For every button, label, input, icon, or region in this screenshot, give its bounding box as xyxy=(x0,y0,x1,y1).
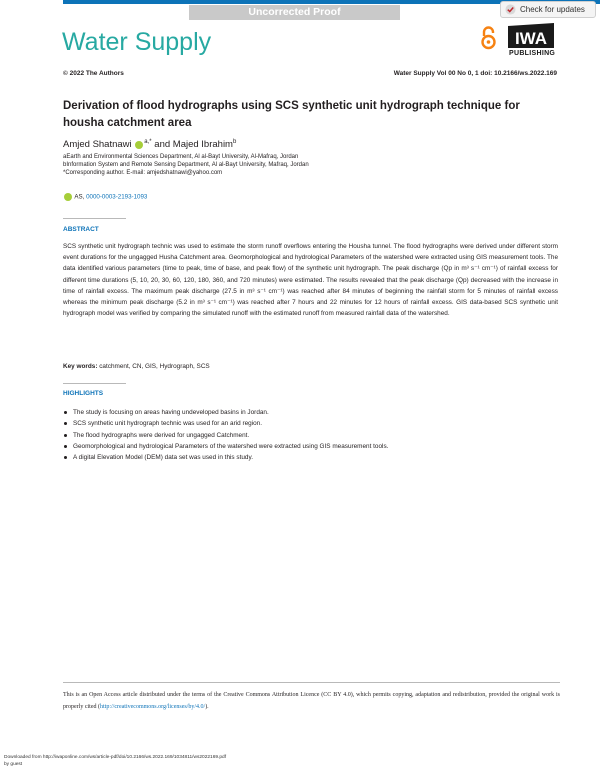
orcid-label: AS, xyxy=(74,193,85,201)
license-link[interactable]: http://creativecommons.org/licenses/by/4.0/ xyxy=(99,703,206,710)
list-item: The flood hydrographs were derived for ungagged Catchment. xyxy=(63,430,563,441)
article-title: Derivation of flood hydrographs using SCS synthetic unit hydrograph technique for housha catchment area xyxy=(63,100,520,129)
list-item: Geomorphological and hydrological Parameters of the watershed were extracted using GIS measurement tools. xyxy=(63,441,563,452)
check-updates-label: Check for updates xyxy=(520,5,585,14)
keywords-list: catchment, CN, GIS, Hydrograph, SCS xyxy=(99,363,210,370)
journal-citation: Water Supply Vol 00 No 0, 1 doi: 10.2166/ws.2022.169 xyxy=(393,70,557,77)
author-separator: and xyxy=(154,139,171,151)
download-notice xyxy=(4,754,334,768)
corresponding-author: *Corresponding author. E-mail: amjedshatnawi@yahoo.com xyxy=(63,170,223,176)
list-item: The study is focusing on areas having undeveloped basins in Jordan. xyxy=(63,407,563,418)
orcid-line xyxy=(63,193,147,201)
bullet-icon xyxy=(64,411,67,414)
open-access-icon xyxy=(480,26,497,50)
check-updates-icon xyxy=(505,4,516,15)
bullet-icon xyxy=(64,434,67,437)
abstract-heading: ABSTRACT xyxy=(63,226,99,233)
author-affiliation-marks: a,* xyxy=(144,139,152,145)
orcid-icon xyxy=(64,193,72,201)
abstract-text: SCS synthetic unit hydrograph technic was used to estimate the storm runoff overflows entering the Housha tunnel. The flood hydrographs were derived under different storm event durations for the ungagged Husha Catchment area. Geomorphological and hydrological Parameters of the watershed were extracted using GIS measurement tools. The data identified various parameters (time to peak, time of base, and peak flow) of the synthetic unit hydrograph. The peak discharge (Qp in m³ s⁻¹ cm⁻¹) of rainfall excess for different time durations (5, 10, 20, 30, 60, 120, 180, 360, and 720 minutes) were estimated. The results revealed that the peak discharge (Qp) decreased with the increase in time of rainfall excess. The maximum peak discharge (27.5 in m³ s⁻¹ cm⁻¹) was reached after 84 minutes of beginning the rainfall storm for 5 minutes of rainfall excess whereas the minimum peak discharge (5.2 in m³ s⁻¹ cm⁻¹) was reached after 7 hours and 22 minutes for 12 hours of rainfall excess. GIS data-based SCS synthetic unit hydrograph model was verified by comparing the simulated runoff with the estimated runoff from measured rainfall data of the watershed. xyxy=(63,243,558,318)
keywords xyxy=(63,363,210,370)
author-name[interactable]: Amjed Shatnawi xyxy=(63,139,132,151)
divider xyxy=(63,383,126,384)
publisher-name: PUBLISHING xyxy=(509,50,556,57)
download-user: by guest xyxy=(4,762,23,767)
footer-divider xyxy=(63,682,560,683)
orcid-link[interactable]: 0000-0003-2193-1093 xyxy=(86,193,148,201)
list-item: SCS synthetic unit hydrograph technic was used for an arid region. xyxy=(63,418,563,429)
author-name[interactable]: Majed Ibrahim xyxy=(172,139,233,151)
license-text: This is an Open Access article distributed under the terms of the Creative Commons Attribution Licence (CC BY 4.0), which permits copying, adaptation and redistribution, provided the original work is properly cited ( xyxy=(63,692,560,710)
keywords-label: Key words: xyxy=(63,363,98,370)
orcid-icon[interactable] xyxy=(135,141,143,149)
affiliation: bInformation System and Remote Sensing Department, Al al-Bayt University, Mafraq, Jordan xyxy=(63,162,309,168)
author-affiliation-marks: b xyxy=(232,139,237,145)
highlights-list xyxy=(63,407,563,463)
copyright-notice: © 2022 The Authors xyxy=(63,70,124,77)
check-for-updates-button[interactable] xyxy=(500,1,596,18)
journal-title: Water Supply xyxy=(62,28,212,56)
highlights-heading: HIGHLIGHTS xyxy=(63,390,104,397)
publisher-logo-text: IWA xyxy=(514,29,548,48)
author-line xyxy=(63,139,236,150)
bullet-icon xyxy=(64,422,67,425)
uncorrected-proof-banner: Uncorrected Proof xyxy=(189,5,400,20)
license-end: ). xyxy=(205,703,209,710)
list-item: A digital Elevation Model (DEM) data set was used in this study. xyxy=(63,452,563,463)
license-notice xyxy=(63,690,560,713)
download-source: Downloaded from http://iwaponline.com/ws/article-pdf/doi/10.2166/ws.2022.169/1034811/ws2022169.pdf xyxy=(4,755,227,760)
affiliation: aEarth and Environmental Sciences Department, Al al-Bayt University, Al-Mafraq, Jordan xyxy=(63,154,299,160)
bullet-icon xyxy=(64,456,67,459)
bullet-icon xyxy=(64,445,67,448)
divider xyxy=(63,218,126,219)
